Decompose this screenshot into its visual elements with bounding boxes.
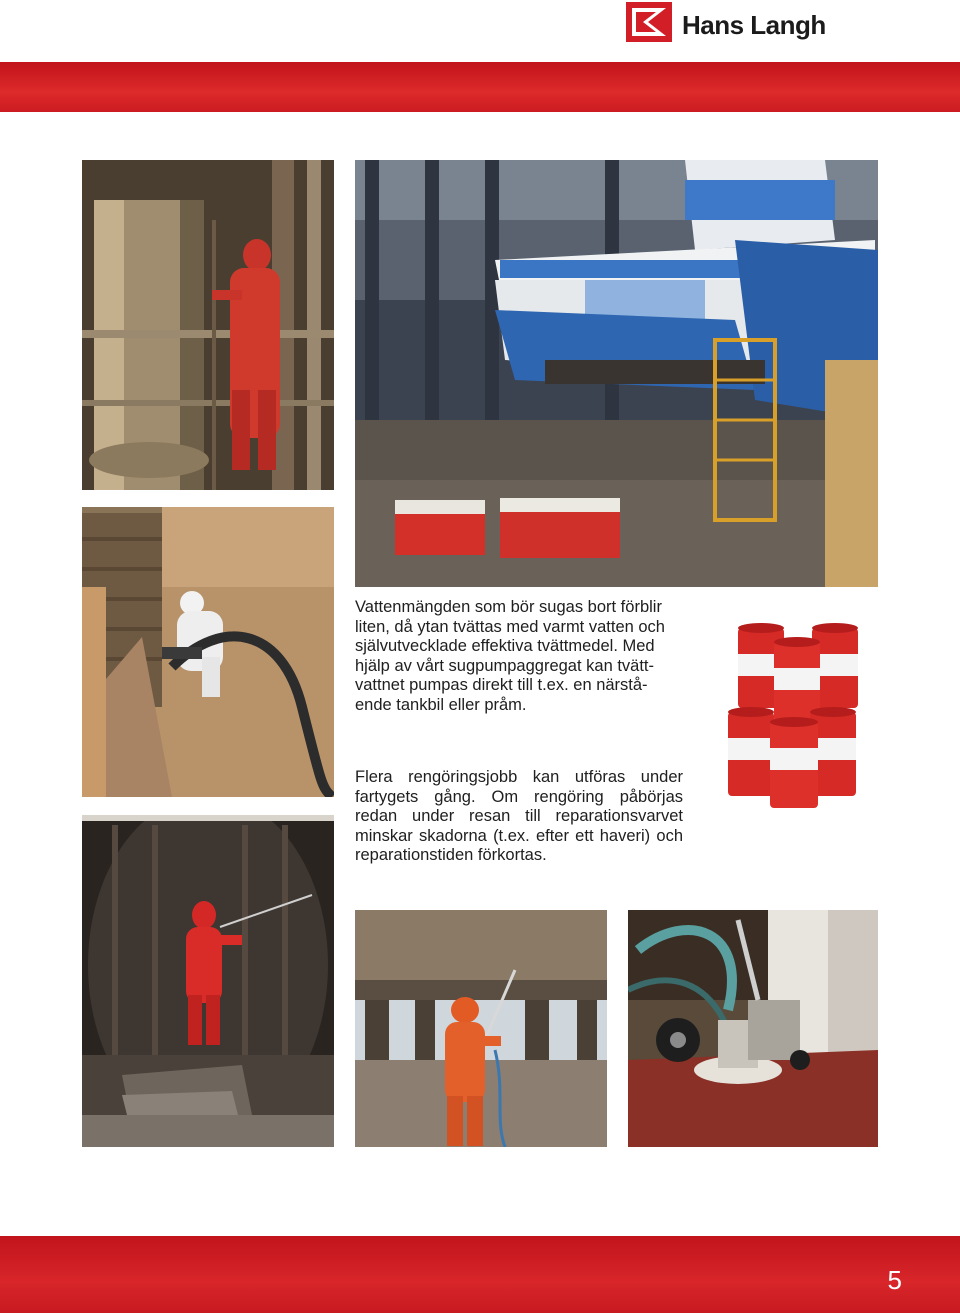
brand-logo-mark-icon [626,2,672,42]
photo-worker-orange-lance [355,910,607,1147]
footer-band [0,1236,960,1313]
paragraph-line: självutvecklade effektiva tvättmedel. Med [355,637,655,656]
photo-worker-white-suit [82,507,334,797]
paragraph-line: ende tankbil eller pråm. [355,695,527,714]
photo-barrels [724,620,870,810]
paragraph-line: liten, då ytan tvättas med varmt vatten och [355,617,665,636]
photo-worker-in-tank [82,815,334,1147]
photo-worker-on-ladder [82,160,334,490]
paragraph-line: hjälp av vårt sugpumpaggregat kan tvätt- [355,656,655,675]
paragraph-line: Vattenmängden som bör sugas bort förblir [355,598,662,616]
photo-ship-in-drydock [355,160,878,587]
paragraph-line: vattnet pumpas direkt till t.ex. en närstå- [355,676,648,695]
photo-floor-cleaning-machine [628,910,878,1147]
paragraph-water-quantity [355,598,685,716]
brand-logo [626,2,886,42]
page-number: 5 [887,1265,902,1295]
brand-name: Hans Langh [682,10,826,40]
paragraph-cleaning-during-voyage: Flera rengöringsjobb kan utföras under fartygets gång. Om rengöring påbörjas redan under resan till reparationsvarvet minskar skadorna (t.ex. efter ett haveri) och reparationstiden förkortas. [355,768,683,865]
header-band [0,62,960,112]
